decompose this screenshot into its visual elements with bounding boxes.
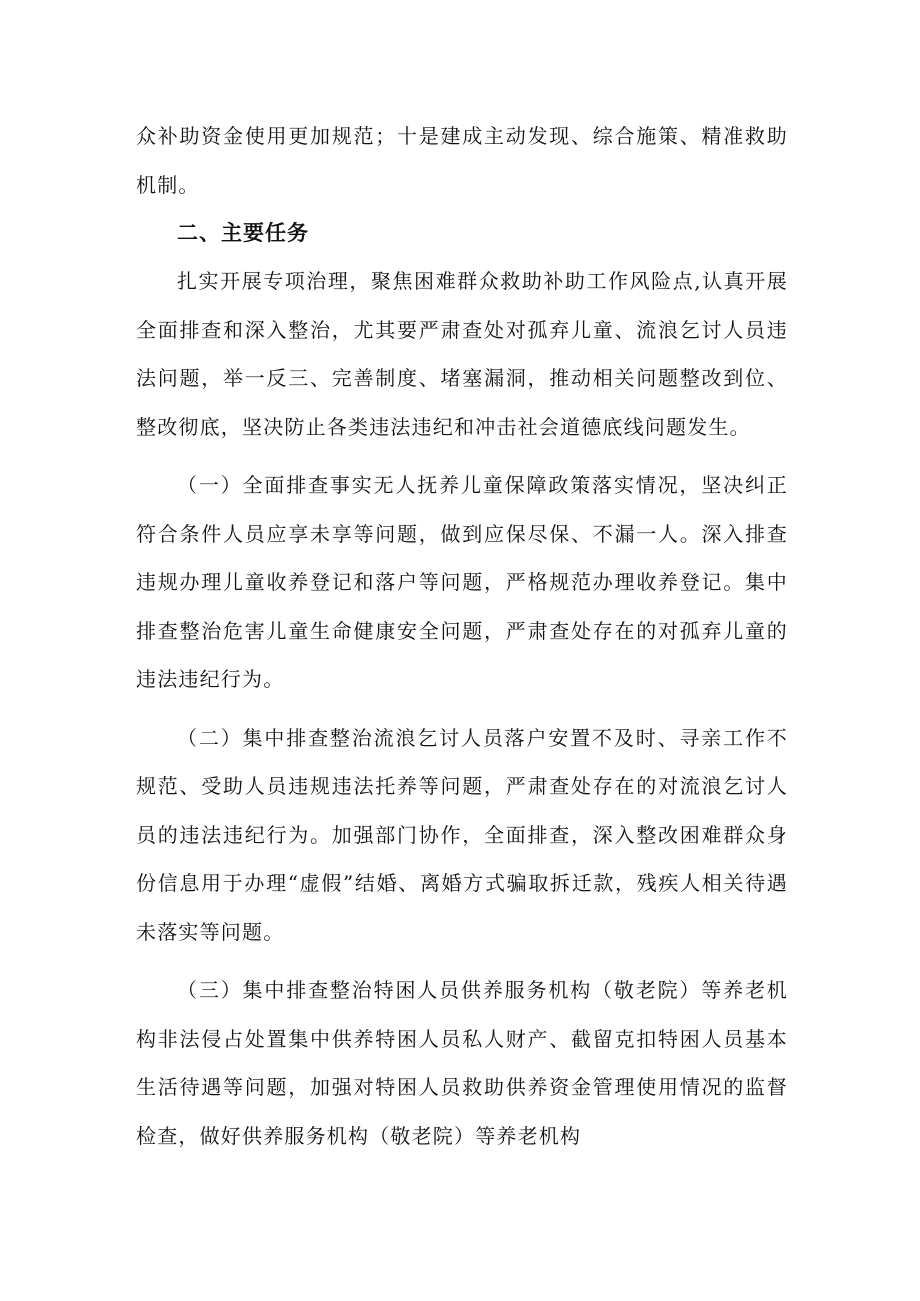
intro-paragraph-tail: 众补助资金使用更加规范；十是建成主动发现、综合施策、精准救助机制。 <box>136 124 788 197</box>
task-item-1: （一）全面排查事实无人抚养儿童保障政策落实情况，坚决纠正符合条件人员应享未享等问题，做到应保尽保、不漏一人。深入排查违规办理儿童收养登记和落户等问题，严格规范办理收养登记。集中排查整治危害儿童生命健康安全问题，严肃查处存在的对孤弃儿童的违法违纪行为。 <box>136 473 788 691</box>
section-heading: 二、主要任务 <box>177 221 309 245</box>
main-task-paragraph: 扎实开展专项治理，聚焦困难群众救助补助工作风险点,认真开展全面排查和深入整治，尤其要严肃查处对孤弃儿童、流浪乞讨人员违法问题，举一反三、完善制度、堵塞漏洞，推动相关问题整改到位、整改彻底，坚决防止各类违法违纪和冲击社会道德底线问题发生。 <box>136 269 788 439</box>
document-page <box>136 112 788 1160</box>
task-item-2: （二）集中排查整治流浪乞讨人员落户安置不及时、寻亲工作不规范、受助人员违规违法托养等问题，严肃查处存在的对流浪乞讨人员的违法违纪行为。加强部门协作，全面排查，深入整改困难群众身份信息用于办理“虚假”结婚、离婚方式骗取拆迁款，残疾人相关待遇未落实等问题。 <box>136 725 788 944</box>
task-item-3: （三）集中排查整治特困人员供养服务机构（敬老院）等养老机构非法侵占处置集中供养特困人员私人财产、截留克扣特困人员基本生活待遇等问题，加强对特困人员救助供养资金管理使用情况的监督检查，做好供养服务机构（敬老院）等养老机构 <box>136 978 788 1148</box>
